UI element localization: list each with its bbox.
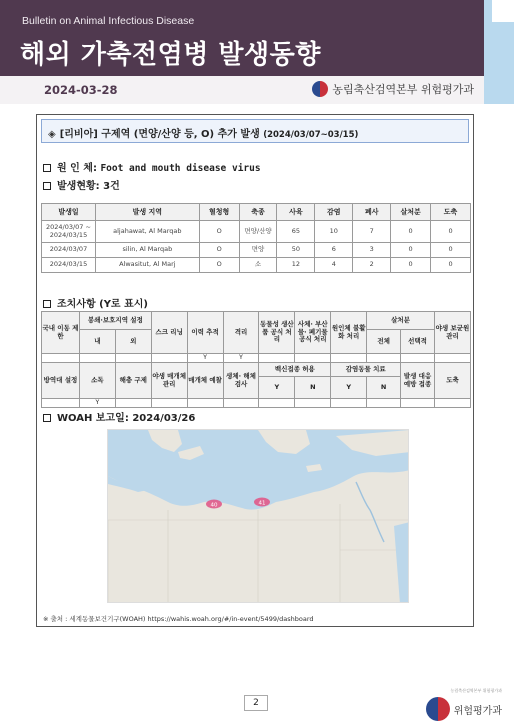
diamond-bullet-icon: ◈: [48, 129, 56, 140]
measure-subheader: N: [367, 377, 401, 399]
marker-41[interactable]: [254, 498, 270, 507]
table-cell: 0: [431, 258, 471, 273]
table-cell: 0: [431, 243, 471, 258]
measure-header: 동물성 생산품 공식 처리: [259, 312, 295, 354]
checkbox-icon: [43, 414, 51, 422]
measure-header: 도축: [435, 363, 471, 399]
table-cell: 4: [315, 258, 353, 273]
measure-value: [367, 399, 401, 408]
table-cell: 0: [391, 243, 431, 258]
measure-value: [223, 399, 259, 408]
col-header: 폐사: [353, 204, 391, 221]
table-cell: 2024/03/07 ~ 2024/03/15: [42, 221, 96, 243]
marker-label: 41: [258, 500, 266, 507]
date-bar: [0, 76, 484, 104]
woah-date: 2024/03/26: [132, 413, 196, 424]
marker-40[interactable]: [206, 500, 222, 509]
table-cell: Alwasitut, Al Marj: [95, 258, 199, 273]
table-cell: O: [199, 258, 239, 273]
table-cell: O: [199, 243, 239, 258]
col-header: 사육: [277, 204, 315, 221]
measure-header: 격리: [223, 312, 259, 354]
status-label: 발생현황:: [57, 181, 104, 192]
measure-value: [259, 354, 295, 363]
table-cell: 3: [353, 243, 391, 258]
source-note: ※ 출처 : 세계동물보건기구(WOAH) https://wahis.woah.org/#/in-event/5499/dashboard: [43, 615, 314, 623]
measure-header: 국내 이동 제한: [42, 312, 80, 354]
measures-table: [41, 311, 471, 408]
measures-value-row: [42, 354, 471, 363]
measure-header: 야생 보균원 관리: [435, 312, 471, 354]
report-date: 2024-03-28: [44, 83, 118, 97]
table-cell: 50: [277, 243, 315, 258]
measures-header-row: [42, 312, 471, 330]
status-value: 3건: [103, 181, 120, 192]
measure-value: [259, 399, 295, 408]
table-row: [42, 243, 471, 258]
measures-header-row-2: [42, 363, 471, 377]
measure-value: [331, 354, 367, 363]
table-header-row: [42, 204, 471, 221]
measure-value: [115, 399, 151, 408]
footer-agency: 위험평가과: [453, 705, 502, 717]
col-header: 발생일: [42, 204, 96, 221]
section-period: (2024/03/07~03/15): [263, 130, 359, 140]
page-number: 2: [244, 695, 268, 711]
pathogen-label: 원 인 체:: [57, 163, 101, 174]
table-cell: 면양: [239, 243, 277, 258]
woah-label: WOAH 보고일:: [57, 413, 133, 424]
measure-header: 사체· 부산물· 폐기물 공식 처리: [295, 312, 331, 354]
checkbox-icon: [43, 164, 51, 172]
measure-header: 방역대 설정: [42, 363, 80, 399]
measure-value: [401, 399, 435, 408]
status-line: [43, 177, 120, 192]
measure-value: [435, 399, 471, 408]
measures-line: [43, 295, 148, 310]
measure-value: [435, 354, 471, 363]
measure-header: 생체· 해체 검사: [223, 363, 259, 399]
table-cell: 6: [315, 243, 353, 258]
measure-subheader: Y: [259, 377, 295, 399]
measure-header: 해충 구제: [115, 363, 151, 399]
measure-value: [367, 354, 401, 363]
agency-name: 농림축산검역본부 위험평가과: [332, 83, 474, 96]
woah-line: [43, 409, 195, 424]
table-row: [42, 221, 471, 243]
section-title: [48, 125, 358, 140]
measure-subheader: 내: [79, 330, 115, 354]
measure-subheader: 전체: [367, 330, 401, 354]
measure-value: Y: [79, 399, 115, 408]
col-header: 혈청형: [199, 204, 239, 221]
table-cell: 0: [391, 221, 431, 243]
measure-header: 봉쇄·보호지역 설정: [79, 312, 151, 330]
measure-value: [42, 399, 80, 408]
measure-value: [295, 354, 331, 363]
measure-value: Y: [223, 354, 259, 363]
outbreak-table: [41, 203, 471, 273]
table-cell: 2: [353, 258, 391, 273]
measure-subheader: N: [295, 377, 331, 399]
measure-value: [187, 399, 223, 408]
agency-logo-icon: [426, 697, 450, 721]
header-corner: [492, 0, 514, 22]
table-cell: silin, Al Marqab: [95, 243, 199, 258]
measure-value: [42, 354, 80, 363]
table-cell: 0: [431, 221, 471, 243]
measure-header: 소독: [79, 363, 115, 399]
table-cell: aljahawat, Al Marqab: [95, 221, 199, 243]
pathogen-value: Foot and mouth disease virus: [100, 163, 261, 174]
pathogen-line: [43, 159, 261, 174]
table-cell: 7: [353, 221, 391, 243]
section-title-box: [41, 119, 469, 143]
measure-header: 야생 매개체 관리: [151, 363, 187, 399]
measure-subheader: 외: [115, 330, 151, 354]
measure-value: [151, 399, 187, 408]
checkbox-icon: [43, 182, 51, 190]
measure-header: 발생 대응 예방 접종: [401, 363, 435, 399]
table-cell: 면양/산양: [239, 221, 277, 243]
report-frame: [36, 114, 474, 627]
measure-header: 살처분: [367, 312, 435, 330]
col-header: 감염: [315, 204, 353, 221]
measures-value-row-2: [42, 399, 471, 408]
agency-logo-block: [312, 81, 474, 97]
measure-header: 백신접종 허용: [259, 363, 331, 377]
measure-header: 원인체 불활화 처리: [331, 312, 367, 354]
bulletin-label: Bulletin on Animal Infectious Disease: [22, 15, 195, 27]
col-header: 살처분: [391, 204, 431, 221]
table-cell: 2024/03/07: [42, 243, 96, 258]
table-cell: 12: [277, 258, 315, 273]
measure-value: [79, 354, 115, 363]
table-cell: O: [199, 221, 239, 243]
page-header: [0, 0, 514, 104]
measure-value: [401, 354, 435, 363]
measure-value: Y: [187, 354, 223, 363]
table-cell: 소: [239, 258, 277, 273]
measure-header: 매개체 예찰: [187, 363, 223, 399]
footer-agency-small: 농림축산검역본부 위험평가과: [450, 688, 502, 693]
measure-value: [151, 354, 187, 363]
measure-header: 스크 리닝: [151, 312, 187, 354]
table-cell: 10: [315, 221, 353, 243]
marker-label: 40: [210, 502, 218, 509]
measure-value: [295, 399, 331, 408]
col-header: 발생 지역: [95, 204, 199, 221]
agency-logo-icon: [312, 81, 328, 97]
measure-header: 이력 추적: [187, 312, 223, 354]
checkbox-icon: [43, 300, 51, 308]
footer-logo: [426, 697, 502, 721]
col-header: 축종: [239, 204, 277, 221]
measure-value: [115, 354, 151, 363]
page-title: 해외 가축전염병 발생동향: [20, 40, 321, 70]
section-title-text: [리비아] 구제역 (면양/산양 등, O) 추가 발생: [59, 129, 260, 140]
col-header: 도축: [431, 204, 471, 221]
measure-header: 감염동물 치료: [331, 363, 401, 377]
outbreak-map[interactable]: [107, 429, 409, 603]
measure-subheader: 선택적: [401, 330, 435, 354]
table-cell: 2024/03/15: [42, 258, 96, 273]
measures-title: 조치사항 (Y로 표시): [57, 299, 148, 310]
table-row: [42, 258, 471, 273]
table-cell: 0: [391, 258, 431, 273]
measure-value: [331, 399, 367, 408]
map-svg: [108, 430, 409, 603]
table-cell: 65: [277, 221, 315, 243]
measure-subheader: Y: [331, 377, 367, 399]
